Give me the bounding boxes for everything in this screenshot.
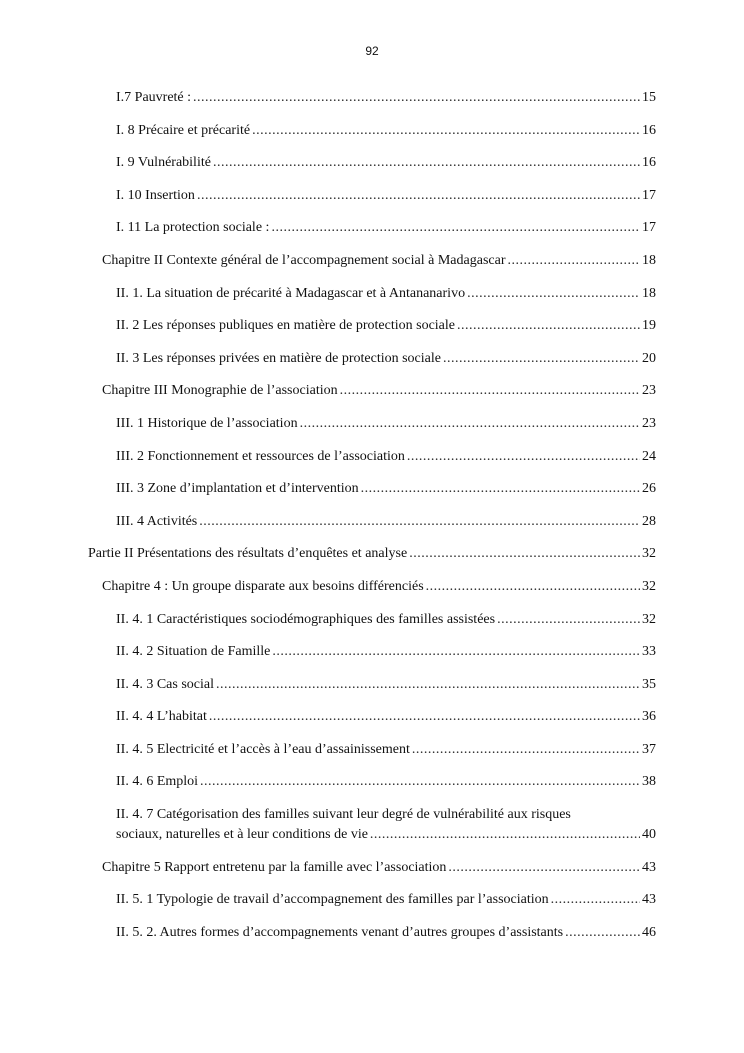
toc-entry[interactable]: [0, 512, 744, 532]
toc-entry[interactable]: [0, 121, 744, 141]
toc-part-entry[interactable]: [0, 544, 744, 564]
toc-entry-label-line2: sociaux, naturelles et à leur conditions de vie: [116, 827, 368, 843]
toc-entry-page: 40: [642, 827, 656, 843]
toc-entry-page: 43: [642, 892, 656, 908]
toc-chapter-entry[interactable]: [0, 381, 744, 401]
toc-entry-page: 18: [642, 252, 656, 268]
dot-leader: [340, 381, 640, 401]
toc-entry-label: II. 4. 3 Cas social: [116, 676, 214, 692]
dot-leader: [407, 447, 640, 467]
toc-entry-page: 37: [642, 741, 656, 757]
toc-entry-page: 35: [642, 676, 656, 692]
toc-entry[interactable]: [0, 805, 744, 845]
toc-entry[interactable]: [0, 740, 744, 760]
dot-leader: [409, 544, 640, 564]
toc-entry-page: 20: [642, 350, 656, 366]
dot-leader: [197, 186, 640, 206]
toc-entry-label: III. 1 Historique de l’association: [116, 415, 298, 431]
dot-leader: [209, 707, 640, 727]
toc-entry-page: 32: [642, 611, 656, 627]
toc-entry-page: 43: [642, 859, 656, 875]
toc-chapter-entry[interactable]: [0, 858, 744, 878]
toc-entry-label-wrap: [116, 805, 642, 845]
toc-entry[interactable]: [0, 414, 744, 434]
dot-leader: [467, 284, 640, 304]
dot-leader: [199, 512, 640, 532]
dot-leader: [443, 349, 640, 369]
toc-entry-label: Chapitre III Monographie de l’association: [102, 383, 338, 399]
toc-entry-label: III. 4 Activités: [116, 513, 198, 529]
dot-leader: [565, 923, 640, 943]
toc-entry-label: II. 4. 6 Emploi: [116, 774, 199, 790]
toc-entry[interactable]: [0, 218, 744, 238]
toc-entry-label: II. 5. 1 Typologie de travail d’accompagnement des familles par l’association: [116, 892, 549, 908]
toc-entry-page: 18: [642, 285, 656, 301]
toc-entry[interactable]: [0, 316, 744, 336]
toc-entry-label: II. 4. 1 Caractéristiques sociodémographiques des familles assistées: [116, 611, 496, 627]
toc-entry-label: I. 8 Précaire et précarité: [116, 122, 251, 138]
toc-entry[interactable]: [0, 284, 744, 304]
toc-entry[interactable]: [0, 88, 744, 108]
toc-entry-page: 28: [642, 513, 656, 529]
toc-entry-label: I. 9 Vulnérabilité: [116, 155, 211, 171]
toc-entry[interactable]: [0, 772, 744, 792]
toc-entry-line2: [116, 825, 642, 845]
toc-entry-page: 19: [642, 318, 656, 334]
toc-entry-label: II. 4. 2 Situation de Famille: [116, 644, 271, 660]
toc-entry-label: Chapitre 5 Rapport entretenu par la famille avec l’association: [102, 859, 447, 875]
toc-entry-page: 32: [642, 578, 656, 594]
toc-chapter-entry[interactable]: [0, 251, 744, 271]
dot-leader: [507, 251, 640, 271]
toc-entry-label: I. 10 Insertion: [116, 187, 195, 203]
toc-entry[interactable]: [0, 707, 744, 727]
toc-entry-page: 23: [642, 383, 656, 399]
toc-entry[interactable]: [0, 610, 744, 630]
dot-leader: [370, 825, 640, 845]
toc-entry[interactable]: [0, 479, 744, 499]
dot-leader: [551, 890, 640, 910]
dot-leader: [457, 316, 640, 336]
dot-leader: [271, 218, 640, 238]
toc-entry[interactable]: [0, 349, 744, 369]
dot-leader: [300, 414, 640, 434]
toc-entry[interactable]: [0, 153, 744, 173]
toc-entry-page: 36: [642, 709, 656, 725]
toc-entry[interactable]: [0, 447, 744, 467]
dot-leader: [200, 772, 640, 792]
toc-entry[interactable]: [0, 890, 744, 910]
dot-leader: [426, 577, 640, 597]
toc-entry-label: III. 2 Fonctionnement et ressources de l’association: [116, 448, 405, 464]
toc-entry-page: 32: [642, 546, 656, 562]
toc-chapter-entry[interactable]: [0, 577, 744, 597]
toc-entry-label: III. 3 Zone d’implantation et d’intervention: [116, 481, 359, 497]
toc-entry-label: Chapitre II Contexte général de l’accompagnement social à Madagascar: [102, 252, 506, 268]
dot-leader: [412, 740, 640, 760]
toc-entry-page: 26: [642, 481, 656, 497]
toc-entry-label: Chapitre 4 : Un groupe disparate aux besoins différenciés: [102, 578, 424, 594]
toc-entry-label: II. 5. 2. Autres formes d’accompagnements venant d’autres groupes d’assistants: [116, 924, 564, 940]
toc-entry-page: 23: [642, 415, 656, 431]
toc-entry-label: II. 4. 4 L’habitat: [116, 709, 207, 725]
toc-entry-label: I.7 Pauvreté :: [116, 90, 192, 105]
toc-entry-page: 17: [642, 220, 656, 236]
toc-entry-label: I. 11 La protection sociale :: [116, 220, 270, 236]
toc-entry-label: II. 2 Les réponses publiques en matière de protection sociale: [116, 318, 455, 334]
dot-leader: [448, 858, 640, 878]
toc-entry-page: 46: [642, 924, 656, 940]
toc-entry-label: II. 3 Les réponses privées en matière de protection sociale: [116, 350, 441, 366]
dot-leader: [361, 479, 640, 499]
dot-leader: [193, 88, 640, 108]
dot-leader: [272, 642, 640, 662]
toc-entry-page: 16: [642, 155, 656, 171]
toc-entry[interactable]: [0, 186, 744, 206]
dot-leader: [252, 121, 640, 141]
toc-entry-label-line1: II. 4. 7 Catégorisation des familles suivant leur degré de vulnérabilité aux risques: [116, 807, 571, 823]
page-number: 92: [365, 44, 379, 58]
toc-entry-page: 24: [642, 448, 656, 464]
toc-entry[interactable]: [0, 675, 744, 695]
toc-entry-label: Partie II Présentations des résultats d’enquêtes et analyse: [88, 546, 408, 562]
toc-entry-page: 16: [642, 122, 656, 138]
dot-leader: [213, 153, 640, 173]
toc-entry-page: 15: [642, 90, 656, 105]
toc-entry[interactable]: [0, 923, 744, 943]
toc-entry-label: II. 1. La situation de précarité à Madagascar et à Antananarivo: [116, 285, 466, 301]
dot-leader: [216, 675, 640, 695]
toc-entry-page: 38: [642, 774, 656, 790]
toc-entry-label: II. 4. 5 Electricité et l’accès à l’eau d’assainissement: [116, 741, 410, 757]
table-of-contents: [0, 88, 744, 955]
toc-entry[interactable]: [0, 642, 744, 662]
dot-leader: [497, 610, 640, 630]
toc-entry-page: 33: [642, 644, 656, 660]
toc-entry-page: 17: [642, 187, 656, 203]
